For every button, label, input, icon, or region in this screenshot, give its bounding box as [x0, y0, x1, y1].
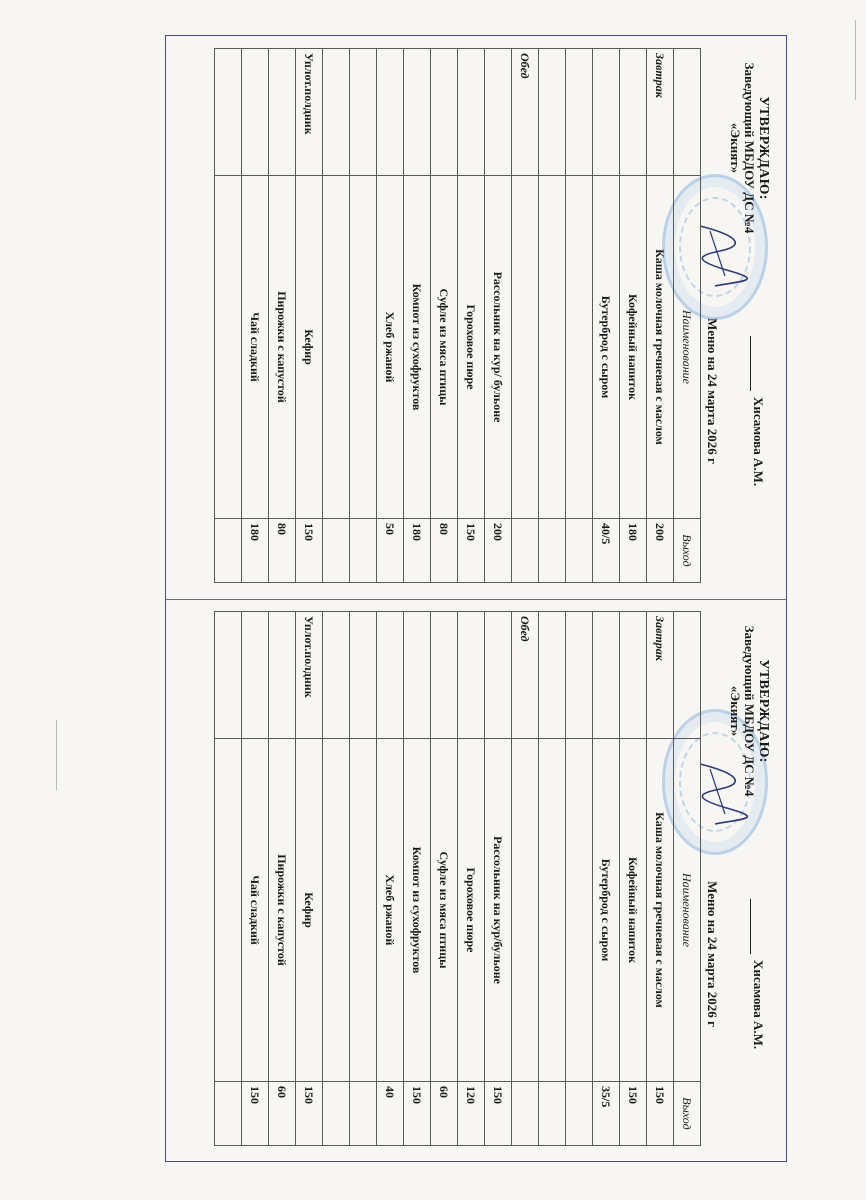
table-row [593, 612, 620, 1146]
meal-cell [566, 612, 593, 739]
output-cell: 150 [458, 519, 485, 583]
table-row [242, 49, 269, 583]
output-cell: 150 [296, 519, 323, 583]
approve-label: УТВЕРЖДАЮ: [756, 659, 771, 763]
menu-sheet [165, 35, 787, 1162]
approval-block [728, 611, 770, 811]
table-row [350, 49, 377, 583]
dish-cell: Пирожки с капустой [269, 739, 296, 1082]
dish-cell: Хлеб ржаной [377, 176, 404, 519]
dish-cell: Хлеб ржаной [377, 739, 404, 1082]
column-header-meal [674, 612, 701, 739]
menu-table [214, 611, 701, 1146]
column-header-name: Наименование [674, 739, 701, 1082]
menu-panel-younger-group [166, 599, 786, 1162]
output-cell: 80 [269, 519, 296, 583]
meal-cell [593, 49, 620, 176]
meal-cell [593, 612, 620, 739]
dish-cell: Кефир [296, 739, 323, 1082]
dish-cell [539, 176, 566, 519]
meal-cell [269, 612, 296, 739]
scan-mark [56, 720, 57, 790]
meal-cell [539, 612, 566, 739]
table-row [296, 49, 323, 583]
dish-cell: Гороховое пюре [458, 739, 485, 1082]
table-row [620, 612, 647, 1146]
dish-cell: Чай сладкий [242, 176, 269, 519]
table-row [458, 49, 485, 583]
signer-name: Хисамова А.М. [751, 397, 766, 487]
table-row [377, 49, 404, 583]
table-row [215, 49, 242, 583]
output-cell: 150 [296, 1082, 323, 1146]
meal-cell [242, 612, 269, 739]
dish-cell [512, 739, 539, 1082]
meal-cell: Завтрак [647, 49, 674, 176]
dish-cell [350, 176, 377, 519]
dish-cell [512, 176, 539, 519]
menu-table [214, 48, 701, 583]
meal-cell [620, 612, 647, 739]
dish-cell: Суфле из мяса птицы [431, 739, 458, 1082]
output-cell: 150 [620, 1082, 647, 1146]
output-cell: 60 [431, 1082, 458, 1146]
table-row [431, 612, 458, 1146]
signer-block [750, 899, 766, 1059]
meal-cell [404, 612, 431, 739]
table-row [539, 612, 566, 1146]
dish-cell: Пирожки с капустой [269, 176, 296, 519]
table-row [296, 612, 323, 1146]
meal-cell [242, 49, 269, 176]
output-cell [350, 1082, 377, 1146]
output-cell [566, 519, 593, 583]
dish-cell: Компот из сухофруктов [404, 176, 431, 519]
table-row [566, 612, 593, 1146]
table-row [215, 612, 242, 1146]
menu-title: Меню на 24 марта 2026 г [705, 318, 720, 464]
dish-cell: Рассольник на кур/ бульоне [485, 176, 512, 519]
dish-cell [323, 739, 350, 1082]
dish-cell [215, 176, 242, 519]
dish-cell: Бутерброд с сыром [593, 176, 620, 519]
column-header-name: Наименование [674, 176, 701, 519]
meal-cell: Обед [512, 612, 539, 739]
dish-cell: Гороховое пюре [458, 176, 485, 519]
output-cell: 150 [485, 1082, 512, 1146]
scan-mark [855, 20, 856, 100]
dish-cell: Бутерброд с сыром [593, 739, 620, 1082]
table-row [458, 612, 485, 1146]
dish-cell [215, 739, 242, 1082]
table-row [269, 49, 296, 583]
signature-line [750, 899, 751, 954]
dish-cell: Суфле из мяса птицы [431, 176, 458, 519]
dish-cell: Каша молочная гречневая с маслом [647, 176, 674, 519]
output-cell [215, 519, 242, 583]
column-header-meal [674, 49, 701, 176]
table-row [323, 612, 350, 1146]
dish-cell: Чай сладкий [242, 739, 269, 1082]
output-cell [566, 1082, 593, 1146]
table-row [431, 49, 458, 583]
meal-cell [620, 49, 647, 176]
table-header-row [674, 612, 701, 1146]
table-row [323, 49, 350, 583]
table-header-row [674, 49, 701, 583]
organization-name: «Экият» [728, 122, 743, 174]
approval-block [728, 48, 770, 248]
column-header-output: Выход [674, 519, 701, 583]
organization-name: «Экият» [728, 685, 743, 737]
table-row [485, 49, 512, 583]
output-cell: 35/5 [593, 1082, 620, 1146]
meal-cell: Завтрак [647, 612, 674, 739]
meal-cell: Обед [512, 49, 539, 176]
table-row [512, 612, 539, 1146]
output-cell: 200 [647, 519, 674, 583]
output-cell: 180 [404, 519, 431, 583]
meal-cell [539, 49, 566, 176]
output-cell: 40/5 [593, 519, 620, 583]
output-cell [323, 1082, 350, 1146]
output-cell [512, 519, 539, 583]
table-row [350, 612, 377, 1146]
signature-line [750, 336, 751, 391]
meal-cell [431, 49, 458, 176]
meal-cell [215, 49, 242, 176]
dish-cell [323, 176, 350, 519]
approve-label: УТВЕРЖДАЮ: [756, 96, 771, 200]
table-row [404, 612, 431, 1146]
menu-title: Меню на 24 марта 2026 г [705, 881, 720, 1027]
output-cell: 120 [458, 1082, 485, 1146]
signer-block [750, 336, 766, 496]
output-cell: 80 [431, 519, 458, 583]
approver-position: Заведующий МБДОУ ДС №4 [742, 625, 757, 797]
table-row [512, 49, 539, 583]
dish-cell: Компот из сухофруктов [404, 739, 431, 1082]
dish-cell: Кефир [296, 176, 323, 519]
meal-cell [485, 612, 512, 739]
table-row [539, 49, 566, 583]
table-row [647, 49, 674, 583]
output-cell: 150 [242, 1082, 269, 1146]
table-row [593, 49, 620, 583]
meal-cell [350, 49, 377, 176]
meal-cell [377, 49, 404, 176]
output-cell [215, 1082, 242, 1146]
output-cell: 50 [377, 519, 404, 583]
table-row [647, 612, 674, 1146]
dish-cell: Каша молочная гречневая с маслом [647, 739, 674, 1082]
meal-cell: Уплот.полдник [296, 612, 323, 739]
output-cell: 180 [242, 519, 269, 583]
dish-cell: Кофейный напиток [620, 739, 647, 1082]
approver-position: Заведующий МБДОУ ДС №4 [742, 62, 757, 234]
meal-cell [377, 612, 404, 739]
meal-cell [458, 49, 485, 176]
meal-cell [215, 612, 242, 739]
meal-cell [458, 612, 485, 739]
output-cell: 180 [620, 519, 647, 583]
meal-cell [323, 49, 350, 176]
meal-cell [323, 612, 350, 739]
dish-cell [566, 739, 593, 1082]
meal-cell [431, 612, 458, 739]
output-cell [323, 519, 350, 583]
dish-cell [350, 739, 377, 1082]
output-cell [539, 519, 566, 583]
meal-cell [350, 612, 377, 739]
meal-cell: Уплот.полдник [296, 49, 323, 176]
table-row [404, 49, 431, 583]
table-row [269, 612, 296, 1146]
meal-cell [566, 49, 593, 176]
output-cell [512, 1082, 539, 1146]
menu-panel-older-group [166, 36, 786, 599]
table-row [566, 49, 593, 583]
meal-cell [269, 49, 296, 176]
output-cell: 60 [269, 1082, 296, 1146]
table-row [242, 612, 269, 1146]
meal-cell [485, 49, 512, 176]
table-row [485, 612, 512, 1146]
dish-cell: Кофейный напиток [620, 176, 647, 519]
output-cell [350, 519, 377, 583]
table-row [620, 49, 647, 583]
table-row [377, 612, 404, 1146]
signer-name: Хисамова А.М. [751, 960, 766, 1050]
output-cell: 200 [485, 519, 512, 583]
dish-cell: Рассольник на кур/бульоне [485, 739, 512, 1082]
meal-cell [404, 49, 431, 176]
output-cell [539, 1082, 566, 1146]
column-header-output: Выход [674, 1082, 701, 1146]
dish-cell [566, 176, 593, 519]
output-cell: 40 [377, 1082, 404, 1146]
dish-cell [539, 739, 566, 1082]
output-cell: 150 [404, 1082, 431, 1146]
output-cell: 150 [647, 1082, 674, 1146]
